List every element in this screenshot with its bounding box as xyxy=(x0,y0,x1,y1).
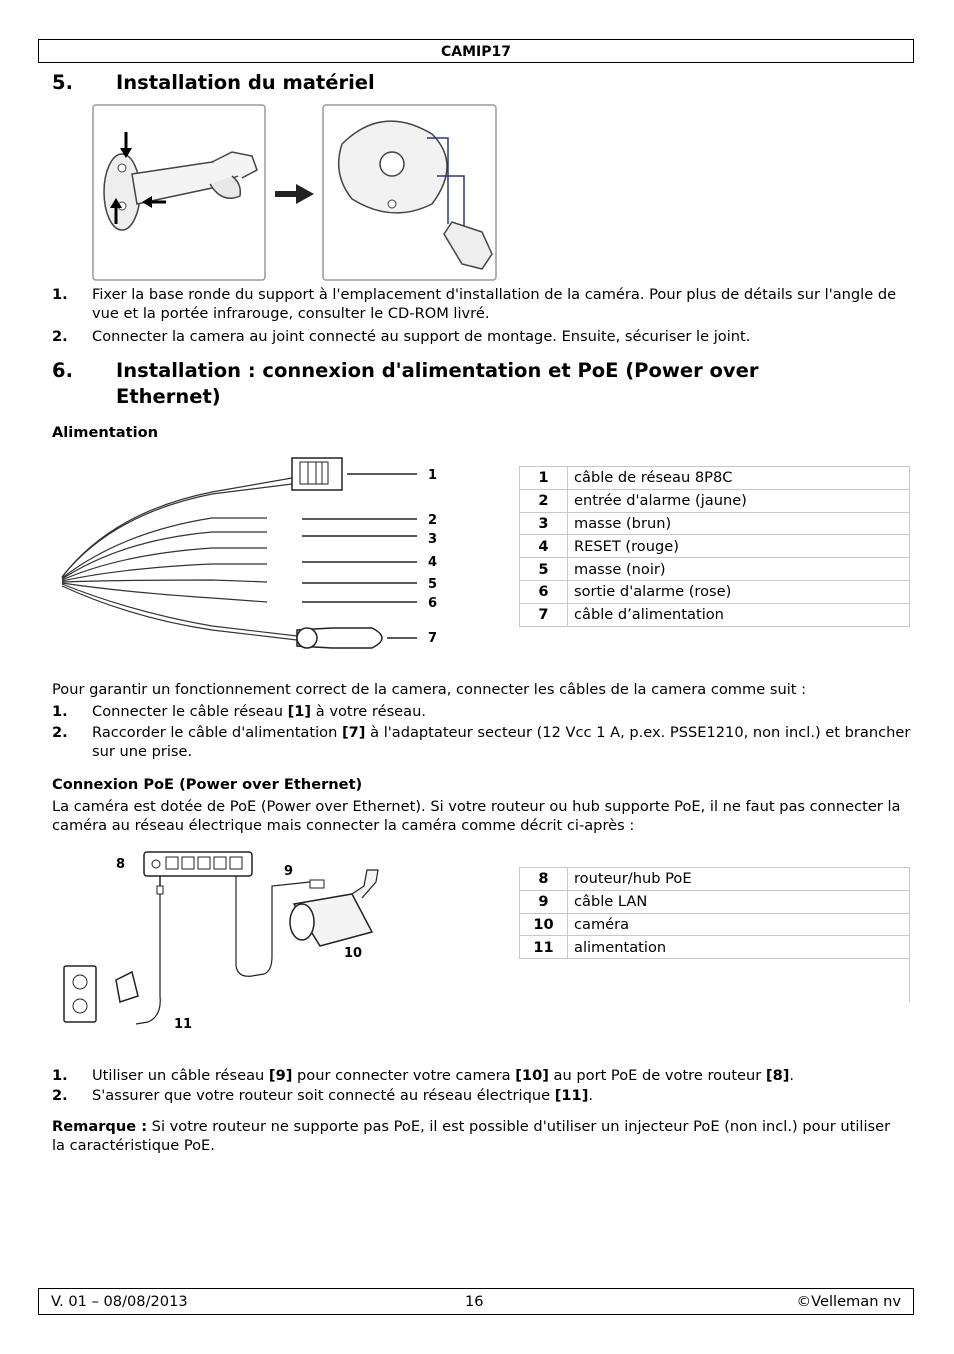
table-row xyxy=(520,558,910,581)
list-item-number: 2. xyxy=(52,724,68,741)
header-title: CAMIP17 xyxy=(441,44,511,60)
cable-legend-table xyxy=(519,466,910,627)
list-item-text: Utiliser un câble réseau [9] pour connecter votre camera [10] au port PoE de votre routeur [8]. xyxy=(92,1067,795,1084)
section-5-heading xyxy=(52,70,912,98)
table-row xyxy=(520,489,910,512)
legend-key: 5 xyxy=(520,558,568,581)
table-row xyxy=(520,535,910,558)
page-number: 16 xyxy=(465,1293,484,1310)
list-item xyxy=(52,723,912,763)
list-item xyxy=(52,327,912,347)
legend-key: 11 xyxy=(520,936,568,959)
remark-text: Si votre routeur ne supporte pas PoE, il est possible d'utiliser un injecteur PoE (non incl.) pour utiliser la caractéristique PoE. xyxy=(52,1118,891,1154)
cable-diagram xyxy=(52,452,452,657)
table-border-line xyxy=(909,958,910,1002)
subheading-poe: Connexion PoE (Power over Ethernet) xyxy=(52,776,363,793)
section-6-heading xyxy=(52,358,912,412)
poe-label-cable: 9 xyxy=(284,864,294,879)
mounting-bracket-figure xyxy=(92,104,498,282)
reference: [7] xyxy=(341,724,366,741)
section-number: 6. xyxy=(52,359,73,382)
legend-key: 4 xyxy=(520,535,568,558)
poe-label-power: 11 xyxy=(174,1017,193,1032)
list-item-number: 2. xyxy=(52,328,68,345)
page-footer xyxy=(38,1288,914,1315)
connection-intro: Pour garantir un fonctionnement correct de la camera, connecter les câbles de la camera comme suit : xyxy=(52,681,807,698)
footer-copyright: ©Velleman nv xyxy=(796,1293,901,1310)
list-item xyxy=(52,1086,912,1106)
section-title: Installation : connexion d'alimentation et PoE (Power over Ethernet) xyxy=(116,359,759,408)
list-item-text: S'assurer que votre routeur soit connecté au réseau électrique [11]. xyxy=(92,1087,594,1104)
legend-key: 3 xyxy=(520,512,568,535)
table-row xyxy=(520,913,910,936)
legend-value: masse (brun) xyxy=(568,512,910,535)
reference: [10] xyxy=(515,1067,549,1084)
list-item-text: Connecter le câble réseau [1] à votre réseau. xyxy=(92,703,426,720)
legend-value: entrée d'alarme (jaune) xyxy=(568,489,910,512)
cable-label: 3 xyxy=(428,532,438,547)
poe-label-camera: 10 xyxy=(344,946,363,961)
poe-intro: La caméra est dotée de PoE (Power over Ethernet). Si votre routeur ou hub supporte PoE, il ne faut pas connecter la caméra au réseau électrique mais connecter la caméra comme décrit ci-après : xyxy=(52,798,901,834)
legend-key: 1 xyxy=(520,467,568,490)
list-item-text: Fixer la base ronde du support à l'emplacement d'installation de la caméra. Pour plus de détails sur l'angle de vue et la portée infrarouge, consulter le CD-ROM livré. xyxy=(92,286,897,322)
cable-label: 1 xyxy=(428,468,438,483)
reference: [1] xyxy=(287,703,312,720)
table-row xyxy=(520,580,910,603)
legend-key: 9 xyxy=(520,890,568,913)
list-item-number: 1. xyxy=(52,1067,68,1084)
section-number: 5. xyxy=(52,71,73,94)
remark-label: Remarque : xyxy=(52,1118,148,1135)
list-item-text: Connecter la camera au joint connecté au support de montage. Ensuite, sécuriser le joint. xyxy=(92,328,751,345)
legend-value: câble de réseau 8P8C xyxy=(568,467,910,490)
table-row xyxy=(520,868,910,891)
reference: [9] xyxy=(268,1067,293,1084)
legend-value: alimentation xyxy=(568,936,910,959)
table-row xyxy=(520,603,910,626)
list-item-number: 1. xyxy=(52,286,68,303)
poe-legend-table xyxy=(519,867,910,959)
list-item xyxy=(52,702,912,722)
table-row xyxy=(520,512,910,535)
table-row xyxy=(520,467,910,490)
legend-value: câble LAN xyxy=(568,890,910,913)
legend-key: 2 xyxy=(520,489,568,512)
legend-key: 6 xyxy=(520,580,568,603)
subheading-alimentation: Alimentation xyxy=(52,424,159,441)
cable-label: 6 xyxy=(428,596,438,611)
list-item xyxy=(52,1066,912,1086)
list-item-text: Raccorder le câble d'alimentation [7] à l'adaptateur secteur (12 Vcc 1 A, p.ex. PSSE1210, non incl.) et brancher sur une prise. xyxy=(92,724,911,760)
footer-version: V. 01 – 08/08/2013 xyxy=(51,1293,188,1310)
table-row xyxy=(520,936,910,959)
list-item-number: 2. xyxy=(52,1087,68,1104)
reference: [8] xyxy=(765,1067,790,1084)
list-item-number: 1. xyxy=(52,703,68,720)
cable-label: 4 xyxy=(428,555,438,570)
cable-label: 2 xyxy=(428,513,438,528)
legend-value: RESET (rouge) xyxy=(568,535,910,558)
legend-key: 7 xyxy=(520,603,568,626)
remark xyxy=(52,1117,902,1155)
reference: [11] xyxy=(554,1087,589,1104)
page-header xyxy=(38,39,914,63)
legend-key: 10 xyxy=(520,913,568,936)
cable-label: 7 xyxy=(428,631,438,646)
legend-value: caméra xyxy=(568,913,910,936)
table-row xyxy=(520,890,910,913)
list-item xyxy=(52,285,912,325)
legend-key: 8 xyxy=(520,868,568,891)
legend-value: routeur/hub PoE xyxy=(568,868,910,891)
legend-value: câble d’alimentation xyxy=(568,603,910,626)
legend-value: sortie d'alarme (rose) xyxy=(568,580,910,603)
poe-label-router: 8 xyxy=(116,857,126,872)
poe-diagram xyxy=(52,846,412,1056)
cable-label: 5 xyxy=(428,577,438,592)
section-title: Installation du matériel xyxy=(116,71,375,94)
legend-value: masse (noir) xyxy=(568,558,910,581)
